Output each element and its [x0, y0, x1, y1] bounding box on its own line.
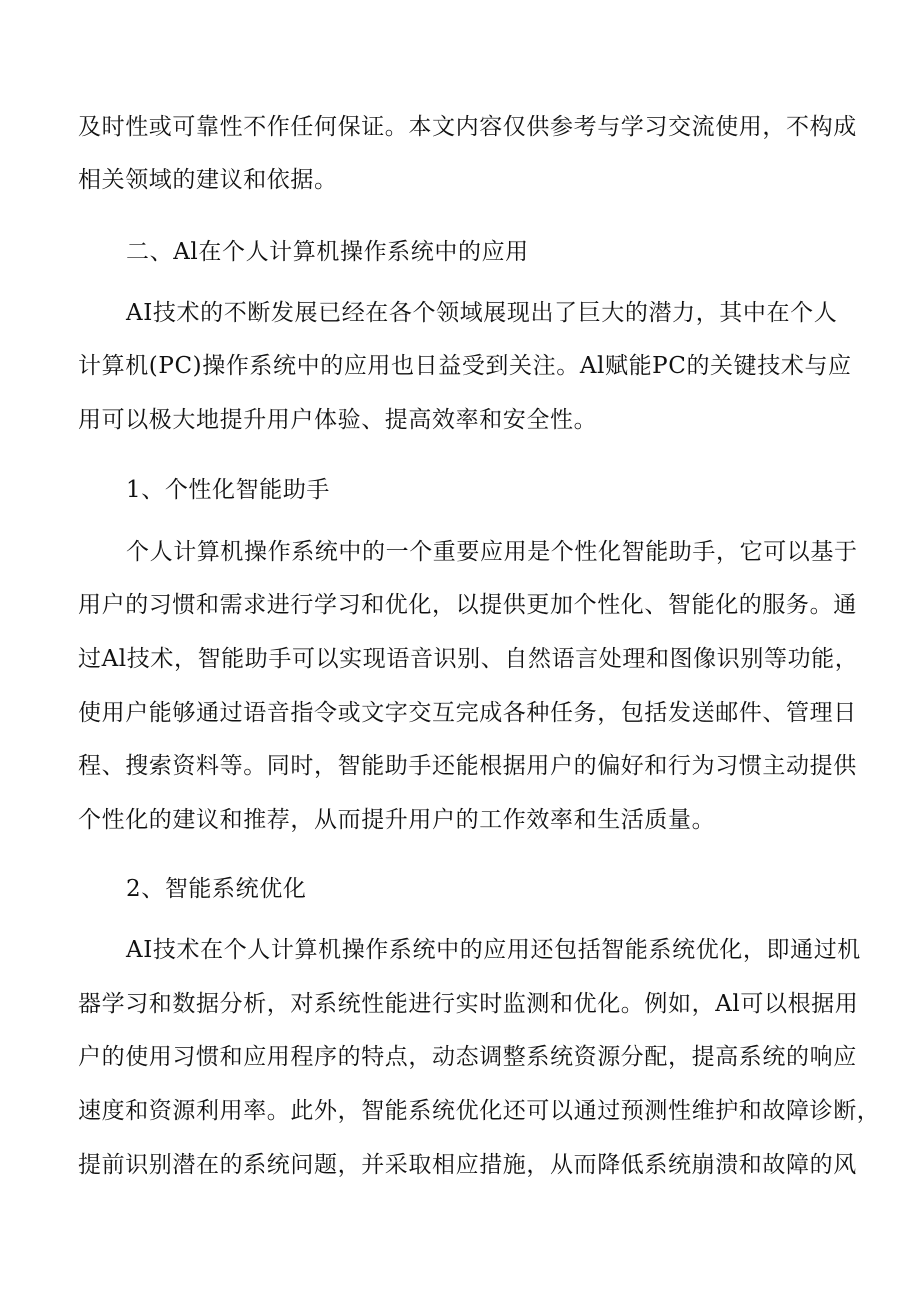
subsection-2-line-1: AI技术在个人计算机操作系统中的应用还包括智能系统优化，即通过机 [126, 937, 861, 963]
subsection-1-line-4: 使用户能够通过语音指令或文字交互完成各种任务，包括发送邮件、管理日 [78, 700, 857, 726]
section-para-line-1: AI技术的不断发展已经在各个领域展现出了巨大的潜力，其中在个人 [126, 300, 838, 326]
subsection-1-line-5: 程、搜索资料等。同时，智能助手还能根据用户的偏好和行为习惯主动提供 [78, 753, 857, 779]
subsection-1-heading: 1、个性化智能助手 [126, 477, 331, 503]
intro-line-2: 相关领域的建议和依据。 [78, 167, 338, 193]
subsection-2-heading: 2、智能系统优化 [126, 876, 307, 902]
intro-line-1: 及时性或可靠性不作任何保证。本文内容仅供参考与学习交流使用，不构成 [78, 114, 857, 140]
subsection-1-line-2: 用户的习惯和需求进行学习和优化，以提供更加个性化、智能化的服务。通 [78, 592, 857, 618]
subsection-1-line-1: 个人计算机操作系统中的一个重要应用是个性化智能助手，它可以基于 [126, 539, 858, 565]
subsection-1-line-6: 个性化的建议和推荐，从而提升用户的工作效率和生活质量。 [78, 807, 716, 833]
subsection-1-line-3: 过Al技术，智能助手可以实现语音识别、自然语言处理和图像识别等功能， [78, 646, 859, 672]
subsection-2-line-3: 户的使用习惯和应用程序的特点，动态调整系统资源分配，提高系统的响应 [78, 1044, 857, 1070]
subsection-2-line-2: 器学习和数据分析，对系统性能进行实时监测和优化。例如，Al可以根据用 [78, 991, 859, 1017]
section-para-line-3: 用可以极大地提升用户体验、提高效率和安全性。 [78, 407, 598, 433]
section-para-line-2: 计算机(PC)操作系统中的应用也日益受到关注。Al赋能PC的关键技术与应 [78, 353, 852, 379]
section-heading: 二、Al在个人计算机操作系统中的应用 [126, 239, 529, 265]
subsection-2-line-4: 速度和资源利用率。此外，智能系统优化还可以通过预测性维护和故障诊断， [78, 1098, 881, 1124]
subsection-2-line-5: 提前识别潜在的系统问题，并采取相应措施，从而降低系统崩溃和故障的风 [78, 1152, 857, 1178]
